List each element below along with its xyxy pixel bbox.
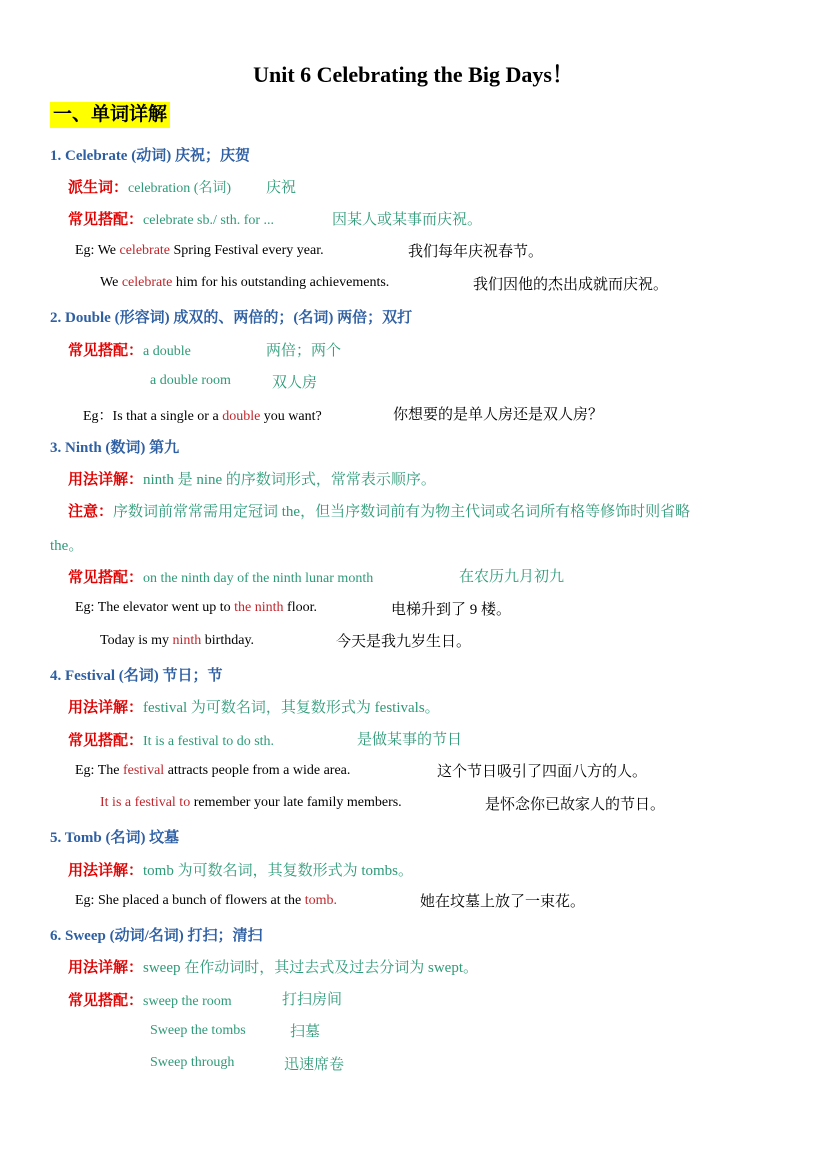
example-text: Eg: She placed a bunch of flowers at the xyxy=(75,893,305,908)
note-text-continued: the。 xyxy=(50,538,84,554)
usage-line xyxy=(68,468,436,489)
example-translation: 她在坟墓上放了一束花。 xyxy=(420,894,586,910)
derived-english: celebration (名词) xyxy=(128,181,232,196)
collocation-label: 常见搭配： xyxy=(68,212,144,228)
derived-chinese: 庆祝 xyxy=(266,180,297,196)
example-text: Eg: The elevator went up to xyxy=(75,600,235,615)
usage-text: ninth 是 nine 的序数词形式，常常表示顺序。 xyxy=(143,472,436,488)
usage-text: tomb 为可数名词，其复数形式为 tombs。 xyxy=(143,863,414,879)
example-text: Eg: The xyxy=(75,763,123,778)
example-highlight: tomb. xyxy=(304,893,338,908)
collocation-english: It is a festival to do sth. xyxy=(143,734,275,749)
example-sentence xyxy=(75,243,324,259)
collocation-english: on the ninth day of the ninth lunar month xyxy=(143,571,374,586)
section-heading: 一、单词详解 xyxy=(50,102,170,128)
example-sentence xyxy=(83,405,322,425)
example-highlight: celebrate xyxy=(121,275,173,290)
example-translation: 今天是我九岁生日。 xyxy=(336,634,472,650)
collocation-label: 常见搭配： xyxy=(68,993,144,1009)
example-text: you want? xyxy=(260,409,322,424)
example-sentence xyxy=(100,633,254,649)
example-highlight: celebrate xyxy=(119,243,171,258)
example-translation: 电梯升到了 9 楼。 xyxy=(391,602,512,618)
usage-text: festival 为可数名词，其复数形式为 festivals。 xyxy=(143,700,440,716)
example-highlight: ninth xyxy=(172,633,202,648)
collocation-line xyxy=(68,566,373,587)
collocation-label: 常见搭配： xyxy=(68,570,144,586)
derived-label: 派生词： xyxy=(68,180,129,196)
collocation-chinese: 扫墓 xyxy=(290,1024,321,1040)
example-sentence xyxy=(75,893,337,909)
collocation-chinese: 两倍；两个 xyxy=(266,343,342,359)
usage-line xyxy=(68,859,413,880)
collocation-english: sweep the room xyxy=(143,994,232,1009)
collocation-english: celebrate sb./ sth. for ... xyxy=(143,213,275,228)
collocation-chinese: 是做某事的节日 xyxy=(357,732,463,748)
example-text: remember your late family members. xyxy=(190,795,402,810)
page-title: Unit 6 Celebrating the Big Days！ xyxy=(253,62,574,87)
usage-line xyxy=(68,696,440,717)
example-highlight: the ninth xyxy=(234,600,284,615)
collocation-label: 常见搭配： xyxy=(68,343,144,359)
collocation-chinese: 在农历九月初九 xyxy=(459,569,565,585)
collocation-english: a double xyxy=(143,344,191,359)
entry-heading-double: 2. Double (形容词) 成双的、两倍的；(名词) 两倍；双打 xyxy=(50,310,413,326)
entry-heading-celebrate: 1. Celebrate (动词) 庆祝；庆贺 xyxy=(50,148,250,164)
entry-heading-tomb: 5. Tomb (名词) 坟墓 xyxy=(50,830,180,846)
collocation-chinese: 迅速席卷 xyxy=(284,1057,345,1073)
example-translation: 这个节日吸引了四面八方的人。 xyxy=(437,764,648,780)
example-highlight: festival xyxy=(122,763,165,778)
collocation-chinese: 双人房 xyxy=(272,375,318,391)
usage-label: 用法详解： xyxy=(68,863,144,879)
collocation-line xyxy=(68,339,191,360)
collocation-english: Sweep through xyxy=(150,1055,235,1070)
usage-line xyxy=(68,956,478,977)
note-label: 注意： xyxy=(68,504,114,520)
usage-label: 用法详解： xyxy=(68,700,144,716)
entry-heading-festival: 4. Festival (名词) 节日；节 xyxy=(50,668,223,684)
usage-label: 用法详解： xyxy=(68,960,144,976)
note-line xyxy=(68,500,690,521)
example-sentence xyxy=(100,795,402,811)
example-translation: 我们每年庆祝春节。 xyxy=(408,244,544,260)
example-text: Spring Festival every year. xyxy=(170,243,324,258)
example-sentence xyxy=(100,275,389,291)
entry-heading-sweep: 6. Sweep (动词/名词) 打扫；清扫 xyxy=(50,928,263,944)
example-text: We xyxy=(100,275,122,290)
example-highlight: It is a festival to xyxy=(100,795,191,810)
example-text: floor. xyxy=(283,600,317,615)
example-highlight: double xyxy=(222,409,261,424)
collocation-english: Sweep the tombs xyxy=(150,1023,246,1038)
example-translation: 是怀念你已故家人的节日。 xyxy=(485,797,666,813)
note-text: 序数词前常常需用定冠词 the，但当序数词前有为物主代词或名词所有格等修饰时则省略 xyxy=(113,504,691,520)
collocation-line xyxy=(68,989,232,1010)
collocation-line xyxy=(68,729,274,750)
collocation-line xyxy=(68,208,274,229)
collocation-label: 常见搭配： xyxy=(68,733,144,749)
collocation-english: a double room xyxy=(150,373,231,388)
example-text: Today is my xyxy=(100,633,173,648)
example-text: him for his outstanding achievements. xyxy=(172,275,390,290)
example-translation: 你想要的是单人房还是双人房？ xyxy=(393,407,604,423)
example-text: Eg：Is that a single or a xyxy=(83,409,223,424)
collocation-chinese: 因某人或某事而庆祝。 xyxy=(332,212,483,228)
example-text: Eg: We xyxy=(75,243,120,258)
usage-text: sweep 在作动词时，其过去式及过去分词为 swept。 xyxy=(143,960,478,976)
example-translation: 我们因他的杰出成就而庆祝。 xyxy=(473,277,669,293)
entry-heading-ninth: 3. Ninth (数词) 第九 xyxy=(50,440,180,456)
example-text: attracts people from a wide area. xyxy=(164,763,351,778)
example-text: birthday. xyxy=(201,633,255,648)
example-sentence xyxy=(75,763,350,779)
derived-line xyxy=(68,176,231,197)
usage-label: 用法详解： xyxy=(68,472,144,488)
collocation-chinese: 打扫房间 xyxy=(282,992,343,1008)
example-sentence xyxy=(75,600,317,616)
